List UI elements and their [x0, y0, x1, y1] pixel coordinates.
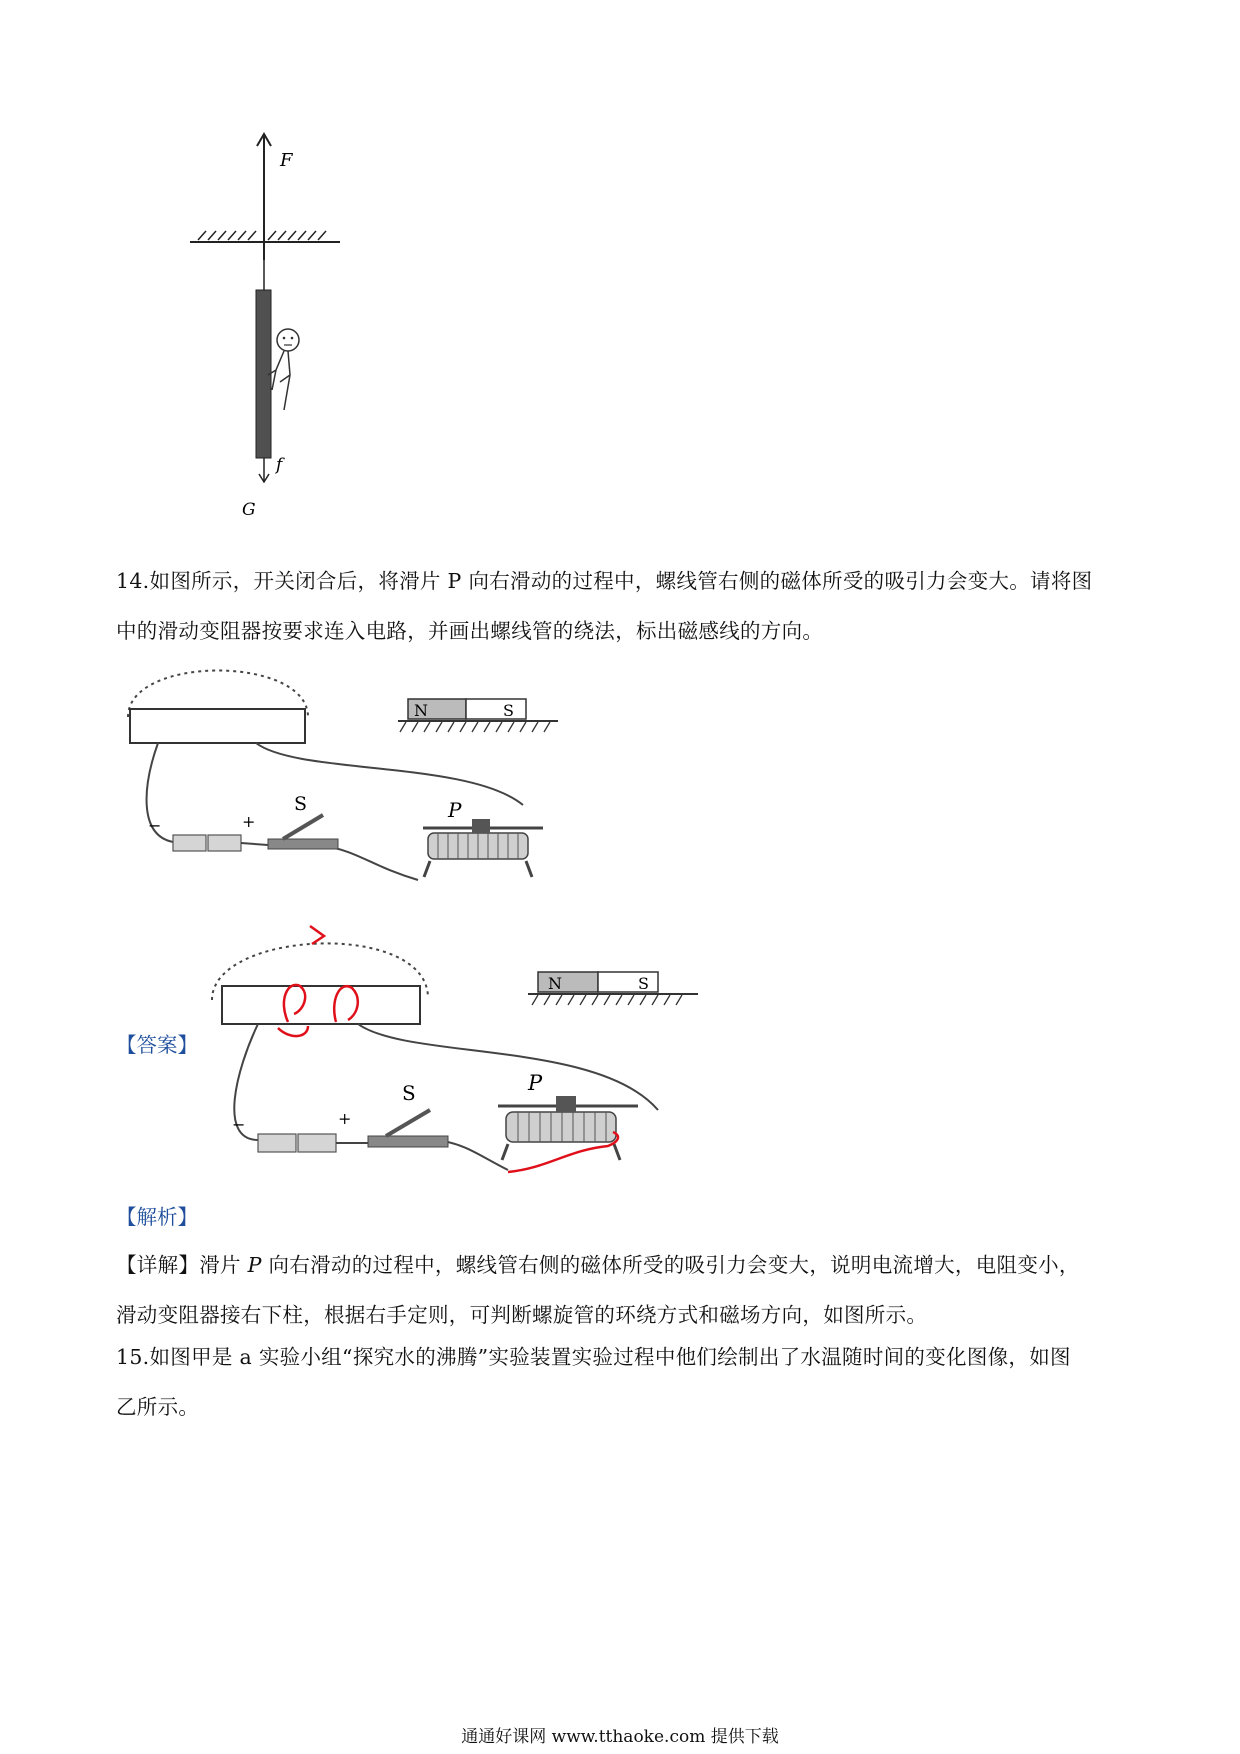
battery-minus: −: [148, 816, 162, 835]
force-diagram: [180, 130, 360, 540]
magnet-s-label: S: [638, 974, 649, 993]
question-14: [116, 556, 1136, 656]
question-text-line2: 中的滑动变阻器按要求连入电路，并画出螺线管的绕法，标出磁感线的方向。: [116, 619, 824, 643]
detail-text: 滑片: [199, 1253, 248, 1277]
battery-plus: +: [242, 812, 256, 831]
detail-paragraph: [116, 1240, 1136, 1340]
switch-label: S: [294, 793, 308, 815]
question-text-line1: 15.如图甲是 a 实验小组“探究水的沸腾”实验装置实验过程中他们绘制出了水温随时间的变化图像，如图: [116, 1345, 1071, 1369]
detail-text: 向右滑动的过程中，螺线管右侧的磁体所受的吸引力会变大，说明电流增大，电阻变小，: [261, 1253, 1080, 1277]
analysis-tag: 【解析】: [116, 1205, 198, 1229]
footer: 通通好课网 www.tthaoke.com 提供下载: [461, 1727, 779, 1747]
force-label-G: G: [242, 500, 256, 520]
force-label-F: F: [280, 150, 293, 171]
magnet-s-label: S: [503, 701, 514, 720]
question-15: [116, 1332, 1136, 1432]
question-text-line1: 如图所示，开关闭合后，将滑片 P 向右滑动的过程中，螺线管右侧的磁体所受的吸引力会变大。请将图: [149, 569, 1093, 593]
detail-text-line2: 滑动变阻器接右下柱，根据右手定则，可判断螺旋管的环绕方式和磁场方向，如图所示。: [116, 1303, 928, 1327]
circuit-figure-question: [118, 665, 578, 895]
magnet-south: [466, 699, 526, 719]
switch-label: S: [402, 1081, 416, 1105]
battery-minus: −: [232, 1115, 246, 1134]
detail-p: P: [247, 1253, 262, 1277]
force-label-f: f: [276, 455, 283, 475]
circuit-figure-answer: [208, 910, 728, 1200]
question-number: 14.: [116, 569, 150, 593]
answer-tag: 【答案】: [116, 1033, 198, 1057]
question-text-line2: 乙所示。: [116, 1395, 200, 1419]
field-direction-arrow: [310, 926, 324, 944]
detail-tag: 【详解】: [116, 1253, 200, 1277]
battery-plus: +: [338, 1109, 352, 1128]
slider-label: P: [448, 798, 462, 822]
magnet-n-label: N: [548, 974, 562, 993]
magnet-n-label: N: [414, 701, 428, 720]
slider-label: P: [528, 1071, 543, 1095]
